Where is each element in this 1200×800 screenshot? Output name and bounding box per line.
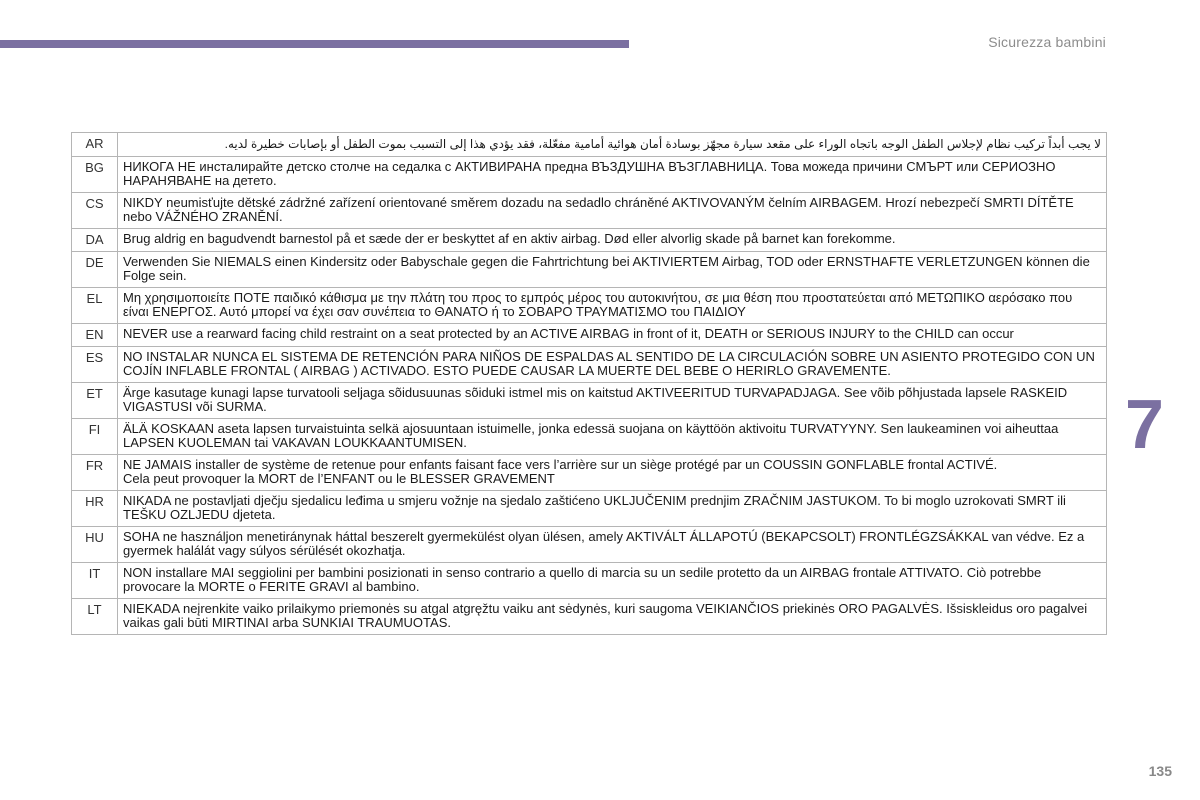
warning-text: ÄLÄ KOSKAAN aseta lapsen turvaistuinta selkä ajosuuntaan istuimelle, jonka edessä suojana on käyttöön aktivoitu TURVATYYNY. Sen laukeaminen voi aiheuttaa LAPSEN KUOLEMAN tai VAKAVAN LOUKKAANTUMISEN.: [118, 419, 1107, 455]
language-code: DA: [72, 229, 118, 252]
section-title: Sicurezza bambini: [988, 34, 1106, 50]
warning-text: NON installare MAI seggiolini per bambini posizionati in senso contrario a quello di marcia su un sedile protetto da un AIRBAG frontale ATTIVATO. Ciò potrebbe provocare la MORTE o FERITE GRAVI al bambino.: [118, 563, 1107, 599]
warning-text-cell: [118, 455, 1107, 491]
warning-text: NEVER use a rearward facing child restraint on a seat protected by an ACTIVE AIRBAG in front of it, DEATH or SERIOUS INJURY to the CHILD can occur: [118, 324, 1107, 347]
table-row: [72, 229, 1107, 252]
table-row: [72, 491, 1107, 527]
language-code: FR: [72, 455, 118, 491]
table-row: [72, 563, 1107, 599]
warning-text: NE JAMAIS installer de système de retenue pour enfants faisant face vers l’arrière sur un siège protégé par un COUSSIN GONFLABLE frontal ACTIVÉ.: [123, 457, 998, 472]
language-code: EN: [72, 324, 118, 347]
table-row: [72, 455, 1107, 491]
language-code: LT: [72, 599, 118, 635]
language-code: IT: [72, 563, 118, 599]
language-code: ES: [72, 347, 118, 383]
table-row: [72, 288, 1107, 324]
page-number: 135: [1148, 763, 1172, 779]
language-code: EL: [72, 288, 118, 324]
table-row: [72, 193, 1107, 229]
table-row: [72, 133, 1107, 157]
language-code: BG: [72, 157, 118, 193]
warning-text: SOHA ne használjon menetiránynak háttal beszerelt gyermekülést olyan ülésen, amely AKTIVÁLT ÁLLAPOTÚ (BEKAPCSOLT) FRONTLÉGZSÁKKAL van védve. Ez a gyermek halálát vagy súlyos sérülését okozhatja.: [118, 527, 1107, 563]
warning-text: NIKADA ne postavljati dječju sjedalicu leđima u smjeru vožnje na sjedalo zaštićeno UKLJUČENIM prednjim ZRAČNIM JASTUKOM. To bi moglo uzrokovati SMRT ili TEŠKU OZLJEDU djeteta.: [118, 491, 1107, 527]
table-row: [72, 157, 1107, 193]
table-row: [72, 347, 1107, 383]
chapter-number: 7: [1125, 385, 1164, 463]
warning-text: لا يجب أبداً تركيب نظام لإجلاس الطفل الوجه باتجاه الوراء على مقعد سيارة مجهّز بوسادة أمان هوائية أمامية مفعّلة، فقد يؤدي هذا إلى التسبب بموت الطفل أو بإصابات خطيرة لديه.: [118, 133, 1107, 157]
warning-text: Brug aldrig en bagudvendt barnestol på et sæde der er beskyttet af en aktiv airbag. Død eller alvorlig skade på barnet kan forekomme.: [118, 229, 1107, 252]
warning-text: NO INSTALAR NUNCA EL SISTEMA DE RETENCIÓN PARA NIÑOS DE ESPALDAS AL SENTIDO DE LA CIRCULACIÓN SOBRE UN ASIENTO PROTEGIDO CON UN COJÍN INFLABLE FRONTAL ( AIRBAG ) ACTIVADO. ESTO PUEDE CAUSAR LA MUERTE DEL BEBE O HERIRLO GRAVEMENTE.: [118, 347, 1107, 383]
table-row: [72, 527, 1107, 563]
warning-text: NIEKADA neįrenkite vaiko prilaikymo priemonės su atgal atgręžtu vaiku ant sėdynės, kuri saugoma VEIKIANČIOS priekinės ORO PAGALVĖS. Išsiskleidus oro pagalvei vaikas gali būti MIRTINAI arba SUNKIAI TRAUMUOTAS.: [118, 599, 1107, 635]
table-row: [72, 252, 1107, 288]
warning-text: НИКОГА НЕ инсталирайте детско столче на седалка с АКТИВИРАНА предна ВЪЗДУШНА ВЪЗГЛАВНИЦА. Това можеда причини СМЪРТ или СЕРИОЗНО НАРАНЯВАНЕ на детето.: [118, 157, 1107, 193]
language-code: FI: [72, 419, 118, 455]
airbag-warning-table: [71, 132, 1107, 635]
language-code: AR: [72, 133, 118, 157]
language-code: HU: [72, 527, 118, 563]
language-code: CS: [72, 193, 118, 229]
warning-text: Verwenden Sie NIEMALS einen Kindersitz oder Babyschale gegen die Fahrtrichtung bei AKTIVIERTEM Airbag, TOD oder ERNSTHAFTE VERLETZUNGEN können die Folge sein.: [118, 252, 1107, 288]
warning-text: NIKDY neumisťujte dětské zádržné zařízení orientované směrem dozadu na sedadlo chráněné AKTIVOVANÝM čelním AIRBAGEM. Hrozí nebezpečí SMRTI DÍTĚTE nebo VÁŽNÉHO ZRANĚNÍ.: [118, 193, 1107, 229]
header-accent-bar: [0, 40, 629, 48]
language-code: DE: [72, 252, 118, 288]
table-row: [72, 324, 1107, 347]
warning-text: Μη χρησιμοποιείτε ΠΟΤΕ παιδικό κάθισμα με την πλάτη του προς το εμπρός μέρος του αυτοκινήτου, σε μια θέση που προστατεύεται από ΜΕΤΩΠΙΚΟ αερόσακο που είναι ΕΝΕΡΓΟΣ. Αυτό μπορεί να έχει σαν συνέπεια το ΘΑΝΑΤΟ ή το ΣΟΒΑΡΟ ΤΡΑΥΜΑΤΙΣΜΟ του ΠΑΙΔΙΟΥ: [118, 288, 1107, 324]
language-code: ET: [72, 383, 118, 419]
warning-text-consequence: Cela peut provoquer la MORT de l’ENFANT ou le BLESSER GRAVEMENT: [123, 471, 555, 486]
warning-text: Ärge kasutage kunagi lapse turvatooli seljaga sõidusuunas sõiduki istmel mis on kaitstud AKTIVEERITUD TURVAPADJAGA. See võib põhjustada lapsele RASKEID VIGASTUSI või SURMA.: [118, 383, 1107, 419]
table-row: [72, 599, 1107, 635]
table-row: [72, 383, 1107, 419]
table-row: [72, 419, 1107, 455]
language-code: HR: [72, 491, 118, 527]
